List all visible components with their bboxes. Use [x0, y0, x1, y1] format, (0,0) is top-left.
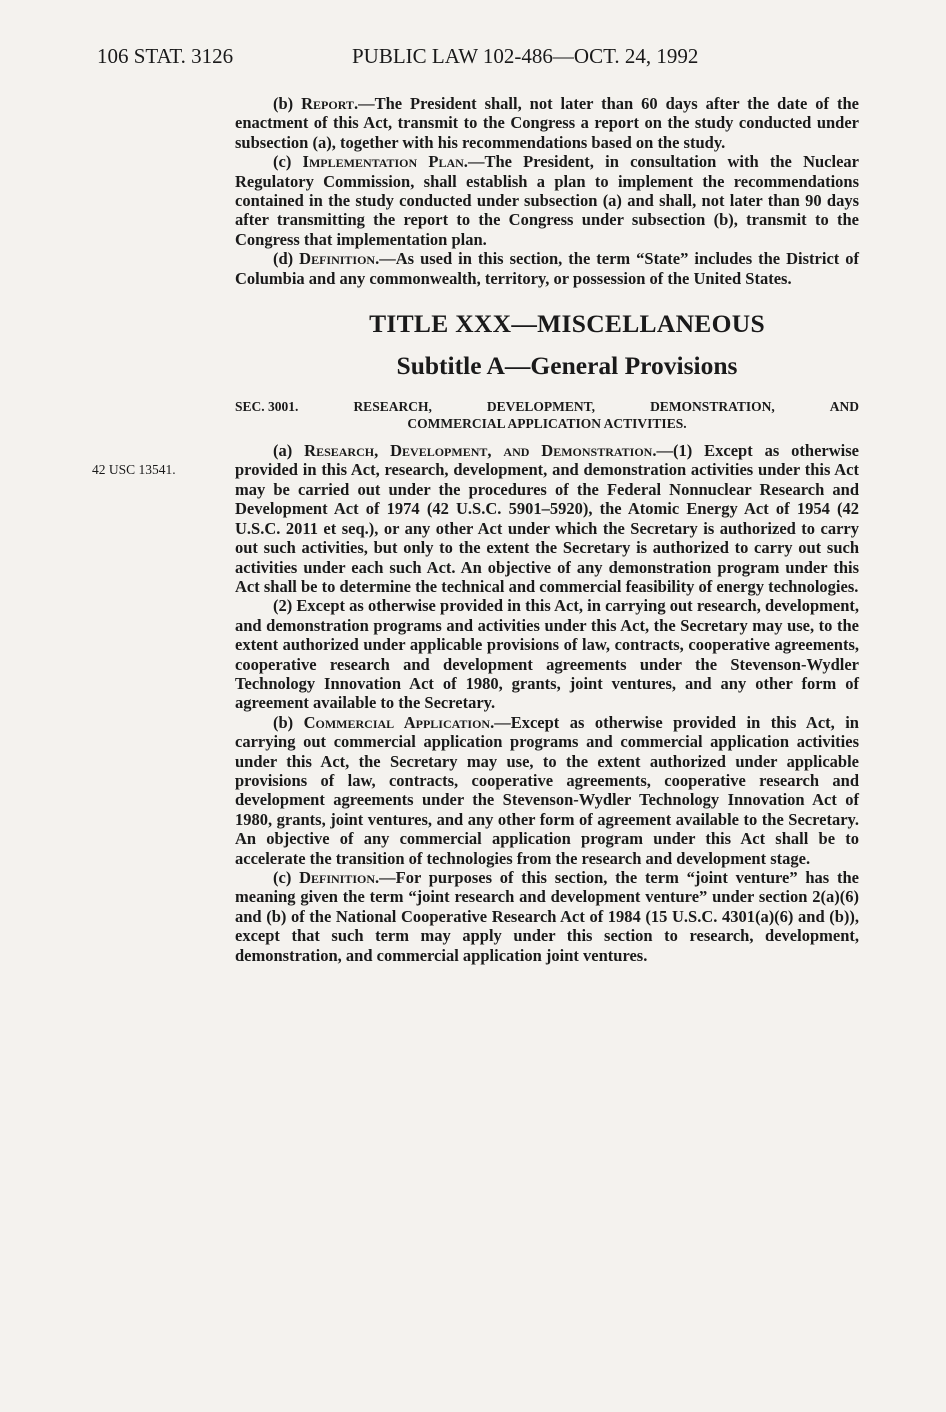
paragraph-text: —(1) Except as otherwise provided in this Act, research, development, and demonstration activities under this Act may be carried out under the procedures of the Federal Nonnuclear Research and Development Act of 1974 (42 U.S.C. 5901–5920), the Atomic Energy Act of 1954 (42 U.S.C. 2011 et seq.), or any other Act under which the Secretary is authorized to carry out such activities, but only to the extent the Secretary is authorized to carry out such activities under each such Act. An objective of any demonstration program under this Act shall be to determine the technical and commercial feasibility of energy technologies.	[235, 441, 859, 596]
paragraph	[235, 152, 859, 249]
paragraph-heading: Research, Development, and Demonstration.	[304, 441, 657, 461]
usc-margin-note: 42 USC 13541.	[92, 462, 176, 477]
paragraph-label: (c)	[273, 152, 303, 172]
paragraph-text: —As used in this section, the term “State” includes the District of Columbia and any commonwealth, territory, or possession of the United States.	[235, 249, 860, 288]
title-heading: TITLE XXX—MISCELLANEOUS	[369, 309, 765, 339]
paragraph-heading: Definition.	[299, 249, 380, 269]
paragraph	[235, 249, 859, 288]
paragraph-label: (b)	[273, 94, 302, 113]
paragraph-heading: Implementation Plan.	[302, 152, 468, 172]
paragraph-text: —The President, in consultation with the Nuclear Regulatory Commission, shall establish a plan to implement the recommendations contained in the study conducted under subsection (a) and shall, not later than 90 days after transmitting the report to the Congress under subsection (b), transmit to the Congress that implementation plan.	[235, 152, 859, 249]
section-heading-word: DEVELOPMENT,	[486, 399, 596, 415]
paragraph-label: (a)	[273, 441, 305, 461]
section-paragraphs	[235, 441, 859, 965]
paragraph	[235, 596, 859, 712]
paragraph	[235, 441, 859, 596]
public-law-citation: PUBLIC LAW 102-486—OCT. 24, 1992	[352, 44, 699, 68]
stat-page-number: 106 STAT. 3126	[97, 44, 234, 68]
paragraph-heading: Definition.	[299, 868, 380, 887]
paragraph-heading: Report.	[301, 94, 359, 113]
section-heading	[235, 398, 859, 432]
paragraph-heading: Commercial Application.	[303, 712, 495, 732]
paragraph-text: —Except as otherwise provided in this Act, in carrying out commercial application programs and commercial application activities under this Act, the Secretary may use, to the extent authorized under applicable provisions of law, contracts, cooperative agreements, cooperative research and development agreements under the Stevenson-Wydler Technology Innovation Act of 1980, grants, joint ventures, and any other form of agreement available to the Secretary. An objective of any commercial application program under this Act shall be to accelerate the transition of technologies from the research and development stage.	[235, 712, 859, 868]
paragraph-label: (c)	[273, 868, 300, 887]
paragraph-text: —The President shall, not later than 60 days after the date of the enactment of this Act, transmit to the Congress a report on the study conducted under subsection (a), together with his recommendations based on the study.	[235, 94, 859, 152]
paragraph	[235, 868, 859, 965]
subtitle-heading: Subtitle A—General Provisions	[396, 351, 738, 381]
paragraph	[235, 94, 859, 152]
section-heading-word: RESEARCH,	[353, 399, 432, 415]
paragraph-text: (2) Except as otherwise provided in this Act, in carrying out research, development, and demonstration programs and activities under this Act, the Secretary may use, to the extent authorized under applicable provisions of law, contracts, cooperative agreements, cooperative research and development agreements under the Stevenson-Wydler Technology Innovation Act of 1980, grants, joint ventures, and any other form of agreement available to the Secretary.	[235, 596, 859, 713]
paragraph-label: (d)	[273, 249, 300, 269]
top-paragraphs	[235, 94, 859, 288]
section-heading-word: DEMONSTRATION,	[650, 399, 775, 415]
section-number: SEC. 3001.	[235, 399, 299, 415]
section-heading-line2: COMMERCIAL APPLICATION ACTIVITIES.	[407, 416, 687, 432]
main-text-column	[235, 94, 859, 965]
section-heading-line1	[235, 398, 859, 415]
paragraph	[235, 713, 859, 868]
paragraph-label: (b)	[273, 712, 304, 732]
paragraph-text: —For purposes of this section, the term “joint venture” has the meaning given the term “joint research and development venture” under section 2(a)(6) and (b) of the National Cooperative Research Act of 1984 (15 U.S.C. 4301(a)(6) and (b)), except that such term may apply under this section to research, development, demonstration, and commercial application joint ventures.	[235, 868, 859, 965]
section-heading-word: AND	[829, 399, 859, 415]
